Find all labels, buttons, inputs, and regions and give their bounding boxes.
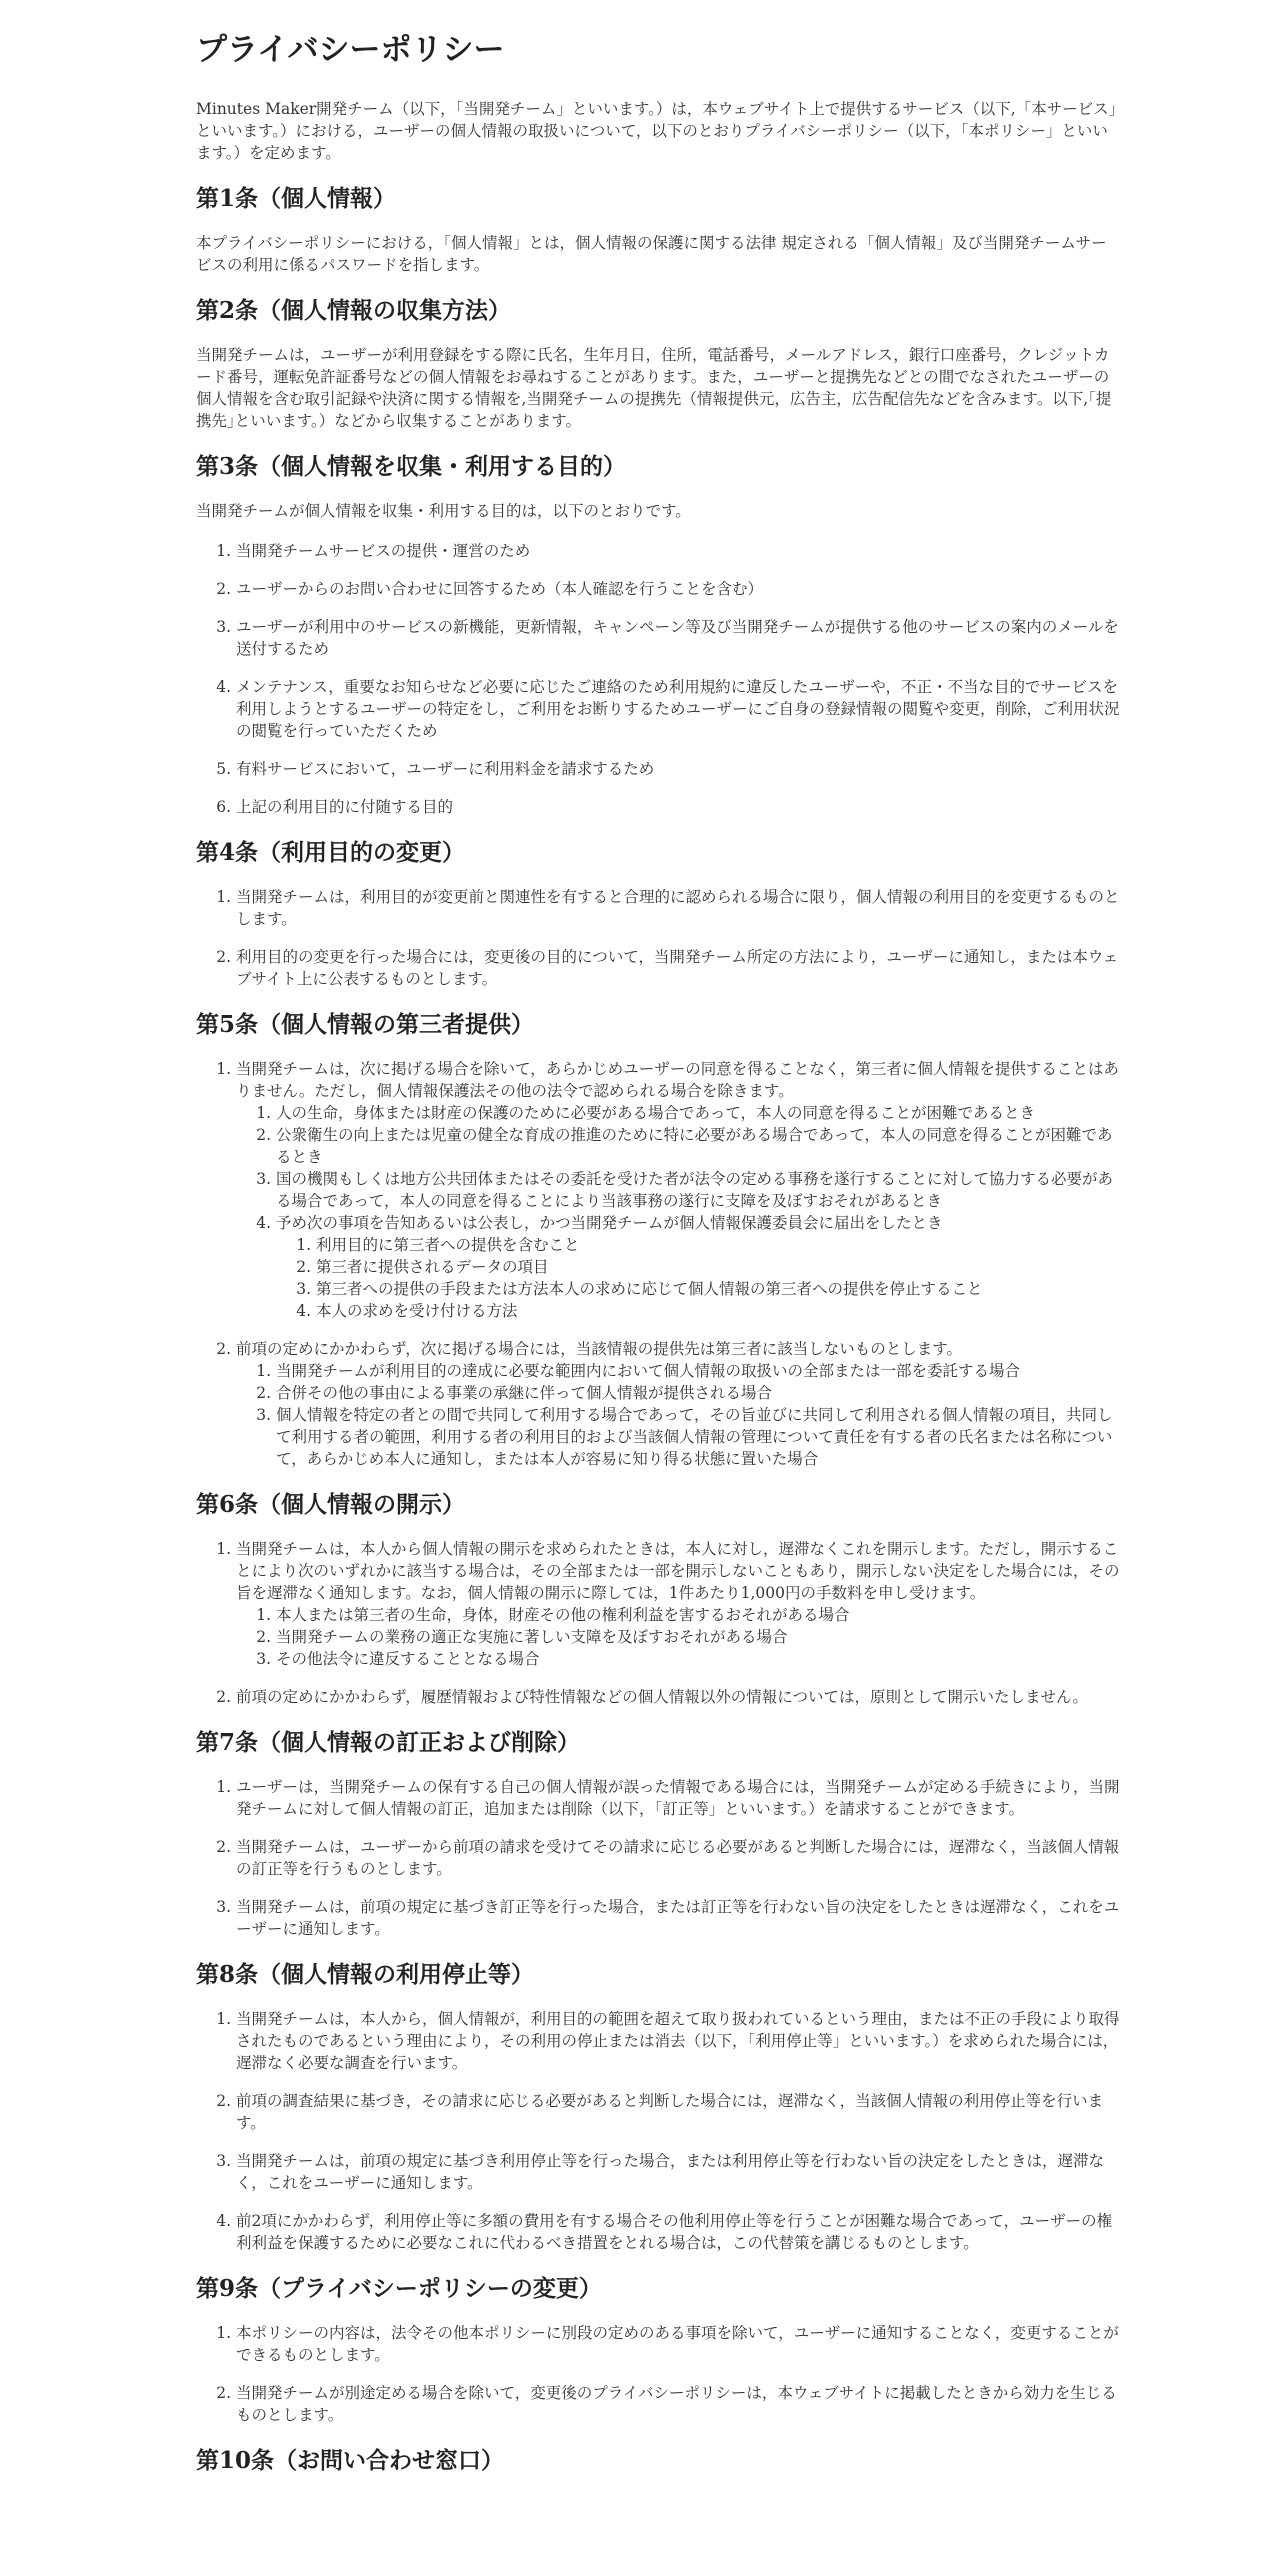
sub-list-item: 1. 当開発チームが利用目的の達成に必要な範囲内において個人情報の取扱いの全部または一部を委託する場合 xyxy=(276,1360,1120,1382)
article-8-list xyxy=(196,2008,1120,2254)
article-5-heading: 第5条（個人情報の第三者提供） xyxy=(196,1011,535,1038)
intro-text: Minutes Maker開発チーム（以下，「当開発チーム」といいます。）は，本ウェブサイト上で提供するサービス（以下,「本サービス」といいます。）における，ユーザーの個人情報の取扱いについて，以下のとおりプライバシーポリシー（以下，「本ポリシー」といいます。）を定めます。 xyxy=(196,100,1117,162)
sub-sub-list-item: 1. 利用目的に第三者への提供を含むこと xyxy=(316,1234,1120,1256)
article-5-sublist-1 xyxy=(236,1102,1120,1322)
list-item: 3. 当開発チームは，前項の規定に基づき利用停止等を行った場合，または利用停止等を行わない旨の決定をしたときは，遅滞なく，これをユーザーに通知します。 xyxy=(236,2150,1120,2194)
list-item xyxy=(236,1058,1120,1322)
sub-sub-list-item: 2. 第三者に提供されるデータの項目 xyxy=(316,1256,1120,1278)
list-item: 3. 当開発チームは，前項の規定に基づき訂正等を行った場合，または訂正等を行わない旨の決定をしたときは遅滞なく，これをユーザーに通知します。 xyxy=(236,1896,1120,1940)
article-5-list xyxy=(196,1058,1120,1470)
list-item: 2. ユーザーからのお問い合わせに回答するため（本人確認を行うことを含む） xyxy=(236,578,1120,600)
list-item: 2. 当開発チームが別途定める場合を除いて，変更後のプライバシーポリシーは，本ウェブサイトに掲載したときから効力を生じるものとします。 xyxy=(236,2382,1120,2426)
article-5-subsublist xyxy=(276,1234,1120,1322)
article-7-list xyxy=(196,1776,1120,1940)
article-6 xyxy=(196,1488,1120,1708)
article-1-heading: 第1条（個人情報） xyxy=(196,185,397,212)
sub-sub-list-item: 4. 本人の求めを受け付ける方法 xyxy=(316,1300,1120,1322)
article-5 xyxy=(196,1008,1120,1470)
sub-list-item: 2. 公衆衛生の向上または児童の健全な育成の推進のために特に必要がある場合であって，本人の同意を得ることが困難であるとき xyxy=(276,1124,1120,1168)
article-9-list xyxy=(196,2322,1120,2426)
article-2-heading: 第2条（個人情報の収集方法） xyxy=(196,297,512,324)
list-item: 4. メンテナンス，重要なお知らせなど必要に応じたご連絡のため利用規約に違反したユーザーや，不正・不当な目的でサービスを利用しようとするユーザーの特定をし，ご利用をお断りするためユーザーにご自身の登録情報の閲覧や変更，削除，ご利用状況の閲覧を行っていただくため xyxy=(236,676,1120,742)
article-4-heading: 第4条（利用目的の変更） xyxy=(196,839,466,866)
sub-list-item: 3. 国の機関もしくは地方公共団体またはその委託を受けた者が法令の定める事務を遂行することに対して協力する必要がある場合であって，本人の同意を得ることにより当該事務の遂行に支障を及ぼすおそれがあるとき xyxy=(276,1168,1120,1212)
list-item: 1. ユーザーは，当開発チームの保有する自己の個人情報が誤った情報である場合には，当開発チームが定める手続きにより，当開発チームに対して個人情報の訂正，追加または削除（以下，「訂正等」といいます。）を請求することができます。 xyxy=(236,1776,1120,1820)
article-3-lead: 当開発チームが個人情報を収集・利用する目的は，以下のとおりです。 xyxy=(196,502,691,520)
article-8 xyxy=(196,1958,1120,2254)
article-6-heading: 第6条（個人情報の開示） xyxy=(196,1491,466,1518)
sub-list-item: 2. 合併その他の事由による事業の承継に伴って個人情報が提供される場合 xyxy=(276,1382,1120,1404)
article-3-heading: 第3条（個人情報を収集・利用する目的） xyxy=(196,453,627,480)
page-title: プライバシーポリシー xyxy=(196,32,505,68)
sub-list-item: 1. 人の生命，身体または財産の保護のために必要がある場合であって，本人の同意を得ることが困難であるとき xyxy=(276,1102,1120,1124)
list-item: 3. ユーザーが利用中のサービスの新機能，更新情報，キャンペーン等及び当開発チームが提供する他のサービスの案内のメールを送付するため xyxy=(236,616,1120,660)
sub-list-item: 2. 当開発チームの業務の適正な実施に著しい支障を及ぼすおそれがある場合 xyxy=(276,1626,1120,1648)
article-1-text: 本プライバシーポリシーにおける，「個人情報」とは，個人情報の保護に関する法律 規定される「個人情報」及び当開発チームサービスの利用に係るパスワードを指します。 xyxy=(196,234,1107,274)
list-item: 1. 本ポリシーの内容は，法令その他本ポリシーに別段の定めのある事項を除いて，ユーザーに通知することなく，変更することができるものとします。 xyxy=(236,2322,1120,2366)
article-9 xyxy=(196,2272,1120,2426)
list-item: 1. 当開発チームは，利用目的が変更前と関連性を有すると合理的に認められる場合に限り，個人情報の利用目的を変更するものとします。 xyxy=(236,886,1120,930)
article-4 xyxy=(196,836,1120,990)
article-6-sublist xyxy=(236,1604,1120,1670)
article-2-text: 当開発チームは，ユーザーが利用登録をする際に氏名，生年月日，住所，電話番号，メールアドレス，銀行口座番号，クレジットカード番号，運転免許証番号などの個人情報をお尋ねすることがあります。また，ユーザーと提携先などとの間でなされたユーザーの個人情報を含む取引記録や決済に関する情報を,当開発チームの提携先（情報提供元，広告主，広告配信先などを含みます。以下,｢提携先｣といいます。）などから収集することがあります。 xyxy=(196,346,1112,430)
article-6-list xyxy=(196,1538,1120,1708)
article-9-heading: 第9条（プライバシーポリシーの変更） xyxy=(196,2275,602,2302)
sub-list-item: 3. その他法令に違反することとなる場合 xyxy=(276,1648,1120,1670)
sub-list-item-text: 予め次の事項を告知あるいは公表し，かつ当開発チームが個人情報保護委員会に届出をしたとき xyxy=(276,1214,943,1232)
article-1 xyxy=(196,182,1120,276)
list-item-text: 当開発チームは，次に掲げる場合を除いて，あらかじめユーザーの同意を得ることなく，第三者に個人情報を提供することはありません。ただし，個人情報保護法その他の法令で認められる場合を除きます。 xyxy=(236,1060,1119,1100)
list-item: 2. 利用目的の変更を行った場合には，変更後の目的について，当開発チーム所定の方法により，ユーザーに通知し，または本ウェブサイト上に公表するものとします。 xyxy=(236,946,1120,990)
sub-list-item: 1. 本人または第三者の生命，身体，財産その他の権利利益を害するおそれがある場合 xyxy=(276,1604,1120,1626)
sub-list-item: 3. 個人情報を特定の者との間で共同して利用する場合であって，その旨並びに共同して利用される個人情報の項目，共同して利用する者の範囲，利用する者の利用目的および当該個人情報の管理について責任を有する者の氏名または名称について，あらかじめ本人に通知し，または本人が容易に知り得る状態に置いた場合 xyxy=(276,1404,1120,1470)
list-item: 5. 有料サービスにおいて，ユーザーに利用料金を請求するため xyxy=(236,758,1120,780)
article-10 xyxy=(196,2444,1120,2478)
sub-list-item xyxy=(276,1212,1120,1322)
list-item: 2. 当開発チームは，ユーザーから前項の請求を受けてその請求に応じる必要があると判断した場合には，遅滞なく，当該個人情報の訂正等を行うものとします。 xyxy=(236,1836,1120,1880)
article-7 xyxy=(196,1726,1120,1940)
article-8-heading: 第8条（個人情報の利用停止等） xyxy=(196,1961,535,1988)
article-10-heading: 第10条（お問い合わせ窓口） xyxy=(196,2447,505,2474)
list-item-text: 前項の定めにかかわらず，次に掲げる場合には，当該情報の提供先は第三者に該当しないものとします。 xyxy=(236,1340,963,1358)
article-3 xyxy=(196,450,1120,818)
sub-sub-list-item: 3. 第三者への提供の手段または方法本人の求めに応じて個人情報の第三者への提供を停止すること xyxy=(316,1278,1120,1300)
list-item: 6. 上記の利用目的に付随する目的 xyxy=(236,796,1120,818)
list-item-text: 当開発チームは，本人から個人情報の開示を求められたときは，本人に対し，遅滞なくこれを開示します。ただし，開示することにより次のいずれかに該当する場合は，その全部または一部を開示しないこともあり，開示しない決定をした場合には，その旨を遅滞なく通知します。なお，個人情報の開示に際しては，1件あたり1,000円の手数料を申し受けます。 xyxy=(236,1540,1120,1602)
article-5-sublist-2 xyxy=(236,1360,1120,1470)
policy-page xyxy=(196,0,1120,2478)
list-item: 4. 前2項にかかわらず，利用停止等に多額の費用を有する場合その他利用停止等を行うことが困難な場合であって，ユーザーの権利利益を保護するために必要なこれに代わるべき措置をとれる場合は，この代替策を講じるものとします。 xyxy=(236,2210,1120,2254)
list-item: 2. 前項の調査結果に基づき，その請求に応じる必要があると判断した場合には，遅滞なく，当該個人情報の利用停止等を行います。 xyxy=(236,2090,1120,2134)
list-item: 2. 前項の定めにかかわらず，履歴情報および特性情報などの個人情報以外の情報については，原則として開示いたしません。 xyxy=(236,1686,1120,1708)
article-7-heading: 第7条（個人情報の訂正および削除） xyxy=(196,1729,581,1756)
article-4-list xyxy=(196,886,1120,990)
list-item xyxy=(236,1338,1120,1470)
article-3-list xyxy=(196,540,1120,818)
article-2 xyxy=(196,294,1120,432)
list-item xyxy=(236,1538,1120,1670)
list-item: 1. 当開発チームは，本人から，個人情報が，利用目的の範囲を超えて取り扱われているという理由，または不正の手段により取得されたものであるという理由により，その利用の停止または消去（以下，「利用停止等」といいます。）を求められた場合には，遅滞なく必要な調査を行います。 xyxy=(236,2008,1120,2074)
list-item: 1. 当開発チームサービスの提供・運営のため xyxy=(236,540,1120,562)
